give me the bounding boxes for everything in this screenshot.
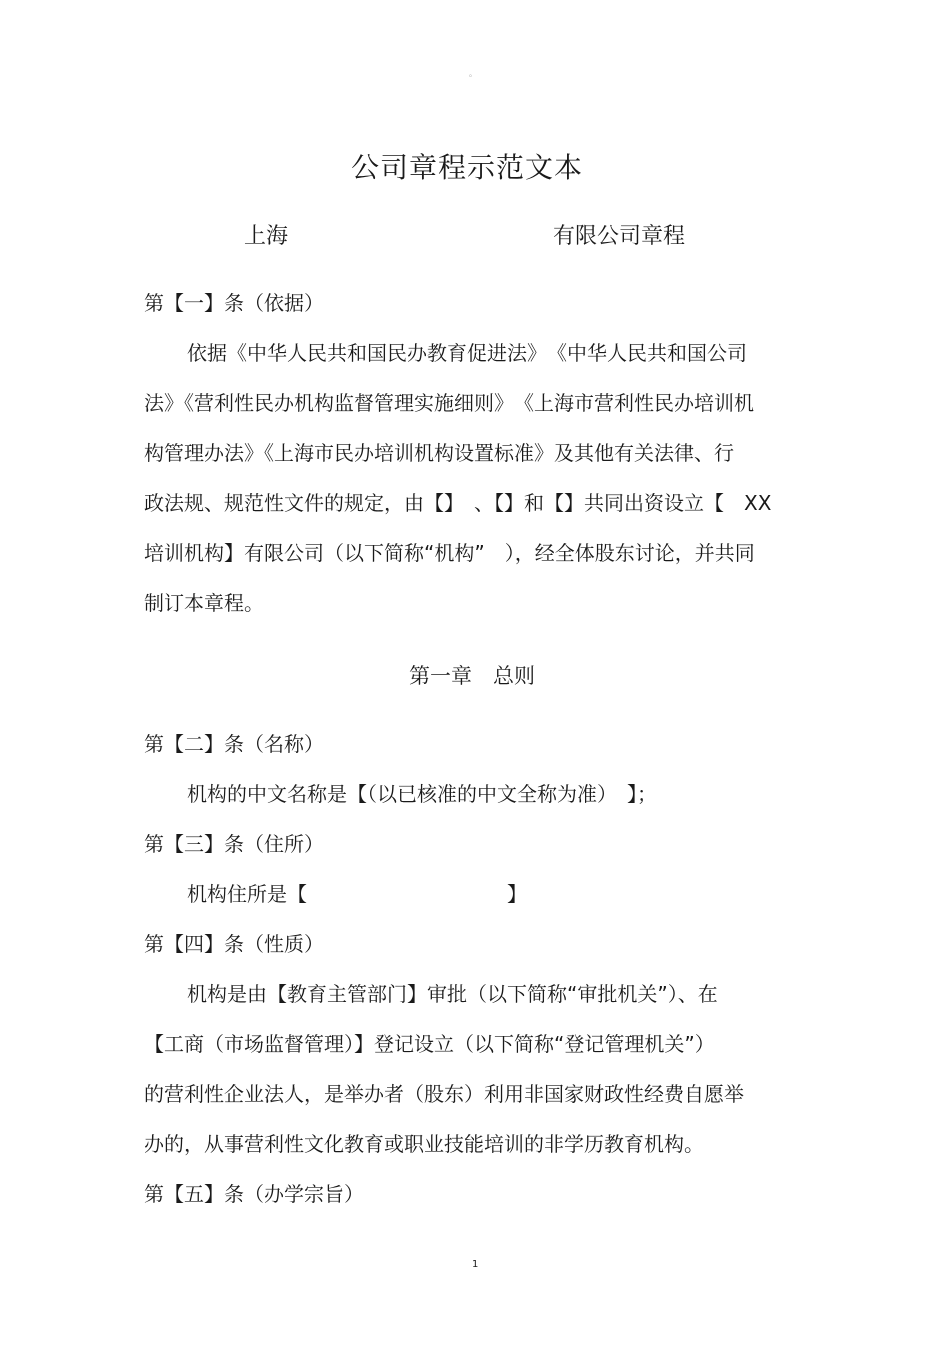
page-number: 1: [472, 1259, 479, 1270]
article-2-heading: 第【二】条（名称）: [144, 732, 324, 756]
article-5-heading: 第【五】条（办学宗旨）: [144, 1182, 364, 1206]
article-4-line: 办的，从事营利性文化教育或职业技能培训的非学历教育机构。: [144, 1132, 704, 1156]
article-1-line: 依据《中华人民共和国民办教育促进法》 《中华人民共和国公司: [187, 341, 747, 365]
article-3-body: 机构住所是【 】: [187, 882, 527, 906]
article-1-heading: 第【一】条（依据）: [144, 291, 324, 315]
article-1-line: 政法规、规范性文件的规定，由【】 、【】和【】共同出资设立【 XX: [144, 491, 772, 515]
header-mark: 。: [469, 69, 477, 78]
article-4-line: 的营利性企业法人，是举办者（股东）利用非国家财政性经费自愿举: [144, 1082, 744, 1106]
article-4-line: 机构是由【教育主管部门】审批（以下简称“审批机关”）、在: [187, 982, 718, 1006]
document-title: 公司章程示范文本: [350, 151, 583, 184]
subtitle-right: 有限公司章程: [553, 224, 686, 249]
article-4-line: 【工商（市场监督管理）】登记设立（以下简称“登记管理机关”）: [144, 1032, 715, 1056]
chapter-heading: 第一章 总则: [409, 664, 535, 688]
article-1-line: 法》《营利性民办机构监督管理实施细则》 《上海市营利性民办培训机: [144, 391, 754, 415]
article-1-line: 制订本章程。: [144, 591, 264, 615]
article-1-line: 构管理办法》《上海市民办培训机构设置标准》及其他有关法律、行: [144, 441, 734, 465]
article-4-heading: 第【四】条（性质）: [144, 932, 324, 956]
subtitle-left: 上海: [244, 224, 289, 249]
article-1-line: 培训机构】有限公司（以下简称“机构” ），经全体股东讨论，并共同: [144, 541, 755, 565]
article-3-heading: 第【三】条（住所）: [144, 832, 324, 856]
article-2-body: 机构的中文名称是【（以已核准的中文全称为准） 】；: [187, 782, 657, 806]
